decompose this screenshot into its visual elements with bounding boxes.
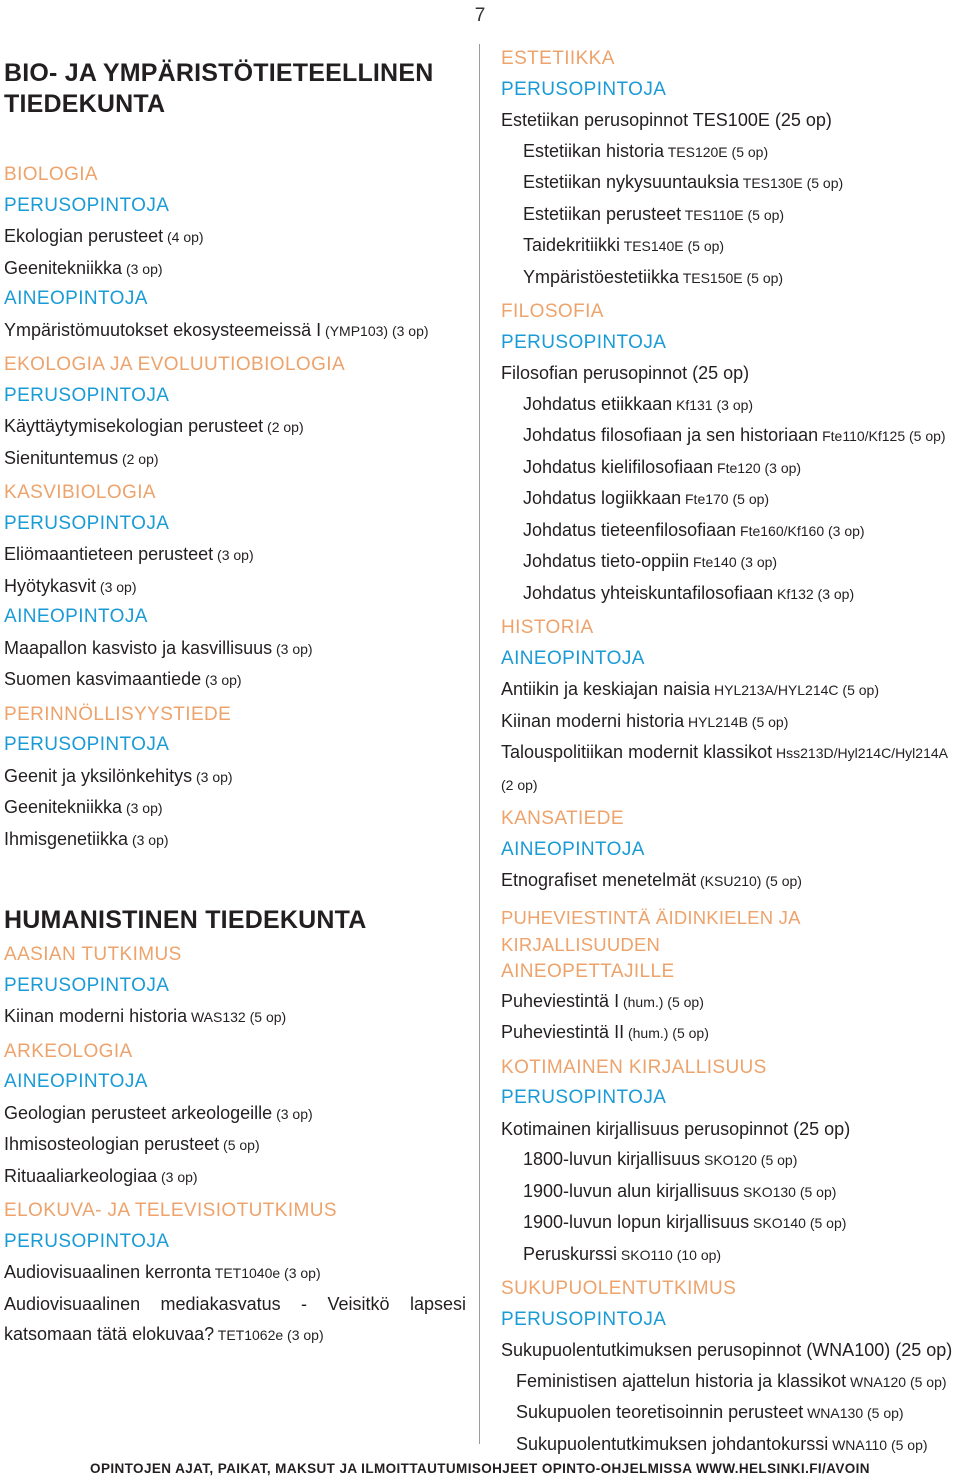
level-heading: PERUSOPINTOJA [501, 78, 667, 100]
course-name: Ympäristöestetiikka [523, 266, 680, 287]
level-heading: PERUSOPINTOJA [4, 384, 170, 406]
course-meta: WNA120 (5 op) [846, 1373, 947, 1390]
course-name: Suomen kasvimaantiede [4, 669, 202, 689]
module-title: Estetiikan perusopinnot TES100E (25 op) [501, 110, 832, 130]
course-name: Johdatus kielifilosofiaan [523, 456, 714, 477]
course-item [501, 167, 955, 199]
course-name: Johdatus tieteenfilosofiaan [523, 519, 737, 540]
level-heading: PERUSOPINTOJA [501, 1308, 667, 1330]
course-item [4, 1129, 466, 1161]
course-meta: SKO130 (5 op) [739, 1183, 837, 1200]
course-item [501, 1017, 955, 1049]
section-aasian-tutkimus [4, 940, 466, 1033]
section-elokuva [4, 1196, 466, 1351]
department-heading-continued: AINEOPETTAJILLE [501, 960, 675, 982]
course-name: 1900-luvun alun kirjallisuus [523, 1180, 740, 1201]
course-meta: (hum.) (5 op) [624, 1025, 709, 1041]
department-heading: KOTIMAINEN KIRJALLISUUS [501, 1056, 767, 1078]
department-heading: KASVIBIOLOGIA [4, 482, 156, 503]
course-meta: (3 op) [213, 547, 254, 563]
course-name: Puheviestintä I [501, 990, 620, 1011]
course-name: Eliömaantieteen perusteet [4, 544, 214, 564]
course-meta: (2 op) [118, 450, 159, 467]
course-name: Taidekritiikki [523, 235, 621, 255]
course-name: Estetiikan nykysuuntauksia [523, 172, 740, 192]
section-kotimainen-kirjallisuus [501, 1053, 955, 1271]
level-heading: PERUSOPINTOJA [4, 1230, 170, 1252]
course-item [4, 792, 466, 824]
course-item [4, 411, 466, 443]
level-heading: AINEOPINTOJA [4, 1071, 148, 1092]
course-meta: Fte110/Kf125 (5 op) [818, 428, 946, 444]
course-meta: TET1062e (3 op) [214, 1327, 324, 1343]
course-meta: HYL214B (5 op) [684, 713, 789, 730]
section-kasvibiologia [4, 478, 466, 696]
course-item [4, 1161, 466, 1193]
department-heading: ESTETIIKKA [501, 48, 615, 69]
course-item [4, 633, 466, 665]
course-name: Sienituntemus [4, 447, 119, 468]
department-heading: BIOLOGIA [4, 164, 99, 185]
course-item [501, 706, 955, 738]
course-item [501, 1397, 955, 1429]
course-name: Ekologian perusteet [4, 226, 164, 246]
course-meta: (3 op) [192, 768, 233, 785]
course-name: Antiikin ja keskiajan naisia [501, 679, 711, 699]
course-item [501, 1366, 955, 1398]
course-name: Audiovisuaalinen mediakasvatus - Veisitkö lapsesi katsomaan tätä elokuvaa? [4, 1293, 466, 1344]
course-meta: (2 op) [263, 419, 304, 435]
course-item [501, 230, 955, 262]
course-item [4, 571, 466, 603]
course-name: Johdatus tieto-oppiin [523, 551, 690, 571]
course-item [4, 1289, 466, 1351]
module-title: Filosofian perusopinnot (25 op) [501, 363, 750, 383]
course-item [4, 761, 466, 793]
department-heading: EKOLOGIA JA EVOLUUTIOBIOLOGIA [4, 354, 346, 375]
course-meta: SKO110 (10 op) [617, 1246, 722, 1263]
level-heading: AINEOPINTOJA [4, 606, 148, 627]
course-name: Geenitekniikka [4, 257, 123, 278]
course-meta: WAS132 (5 op) [187, 1009, 287, 1025]
course-item [501, 674, 955, 706]
course-name: Geenitekniikka [4, 797, 123, 817]
level-heading: AINEOPINTOJA [501, 838, 645, 860]
course-name: Sukupuolen teoretisoinnin perusteet [516, 1402, 804, 1422]
course-item [4, 1098, 466, 1130]
course-meta: (3 op) [96, 578, 137, 595]
level-heading: PERUSOPINTOJA [4, 734, 170, 755]
course-name: Geenit ja yksilönkehitys [4, 765, 193, 786]
course-meta: TET1040e (3 op) [211, 1265, 321, 1281]
course-meta: WNA110 (5 op) [828, 1436, 928, 1453]
course-name: Kiinan moderni historia [501, 710, 685, 731]
level-heading: PERUSOPINTOJA [4, 512, 170, 534]
course-item [501, 1176, 955, 1208]
faculty-heading-bio: BIO- JA YMPÄRISTÖTIETEELLINEN TIEDEKUNTA [4, 59, 434, 118]
footer-note: OPINTOJEN AJAT, PAIKAT, MAKSUT JA ILMOITTAUTUMISOHJEET OPINTO-OHJELMISSA WWW.HELSINKI.FI/AVOIN [90, 1461, 870, 1476]
module-title: Kotimainen kirjallisuus perusopinnot (25 op) [501, 1118, 851, 1139]
course-meta: (3 op) [201, 672, 242, 688]
course-name: Ihmisgenetiikka [4, 828, 129, 849]
course-item [501, 1239, 955, 1271]
course-item [4, 315, 466, 347]
section-sukupuolentutkimus [501, 1274, 955, 1460]
course-meta: WNA130 (5 op) [803, 1405, 904, 1421]
column-divider [479, 44, 480, 1444]
course-name: Sukupuolentutkimuksen johdantokurssi [516, 1433, 829, 1454]
department-heading: PERINNÖLLISYYSTIEDE [4, 703, 232, 725]
course-meta: Kf132 (3 op) [773, 585, 855, 602]
course-meta: (3 op) [272, 1105, 313, 1122]
section-ekologia [4, 350, 466, 474]
course-meta: Kf131 (3 op) [672, 396, 754, 413]
course-meta: (3 op) [157, 1168, 198, 1185]
department-heading: SUKUPUOLENTUTKIMUS [501, 1278, 737, 1299]
course-name: Johdatus etiikkaan [523, 393, 673, 414]
course-name: Johdatus yhteiskuntafilosofiaan [523, 582, 774, 603]
section-kansatiede [501, 804, 955, 897]
course-item [4, 1001, 466, 1033]
course-meta: Hss213D/Hyl214C/Hyl214A (2 op) [501, 745, 948, 793]
course-name: Geologian perusteet arkeologeille [4, 1102, 273, 1123]
section-historia [501, 613, 955, 800]
course-meta: SKO120 (5 op) [700, 1152, 798, 1168]
course-name: Feministisen ajattelun historia ja klassikot [516, 1370, 847, 1391]
course-name: Ympäristömuutokset ekosysteemeissä I [4, 319, 322, 340]
course-item [501, 986, 955, 1018]
course-name: Peruskurssi [523, 1243, 618, 1264]
section-arkeologia [4, 1037, 466, 1193]
course-meta: SKO140 (5 op) [749, 1215, 847, 1231]
course-item [501, 136, 955, 168]
department-heading: PUHEVIESTINTÄ ÄIDINKIELEN JA KIRJALLISUUDEN [501, 906, 800, 955]
section-biologia [4, 160, 466, 346]
course-meta: (YMP103) (3 op) [321, 322, 429, 339]
level-heading: AINEOPINTOJA [4, 288, 148, 309]
level-heading: PERUSOPINTOJA [501, 1087, 667, 1108]
course-name: 1800-luvun kirjallisuus [523, 1149, 701, 1169]
course-item [501, 1207, 955, 1239]
section-perinnollisyystiede [4, 700, 466, 856]
course-item [4, 253, 466, 285]
course-meta: TES110E (5 op) [681, 206, 785, 223]
left-column [4, 44, 466, 1351]
course-meta: (5 op) [219, 1137, 260, 1153]
course-name: Johdatus logiikkaan [523, 488, 682, 508]
course-item [501, 199, 955, 231]
course-meta: Fte140 (3 op) [689, 554, 778, 570]
department-heading: HISTORIA [501, 617, 594, 638]
module-title: Sukupuolentutkimuksen perusopinnot (WNA100) (25 op) [501, 1340, 953, 1360]
course-item [501, 1144, 955, 1176]
course-meta: Fte120 (3 op) [713, 459, 802, 476]
course-item [4, 443, 466, 475]
course-meta: TES130E (5 op) [739, 175, 844, 191]
course-meta: (4 op) [163, 229, 204, 245]
course-item [501, 262, 955, 294]
course-item [501, 737, 955, 800]
department-heading: AASIAN TUTKIMUS [4, 944, 182, 965]
course-meta: (hum.) (5 op) [619, 993, 704, 1010]
course-name: Audiovisuaalinen kerronta [4, 1262, 212, 1282]
department-heading: ARKEOLOGIA [4, 1040, 133, 1062]
course-item [4, 539, 466, 571]
course-item [501, 1429, 955, 1461]
course-name: Hyötykasvit [4, 575, 97, 596]
course-item [501, 389, 955, 421]
course-name: Rituaaliarkeologiaa [4, 1165, 158, 1186]
course-meta: Fte160/Kf160 (3 op) [736, 522, 865, 539]
section-puheviestinta [501, 901, 955, 1049]
course-name: Estetiikan historia [523, 140, 665, 161]
department-heading: FILOSOFIA [501, 301, 604, 322]
course-name: Maapallon kasvisto ja kasvillisuus [4, 637, 273, 658]
course-name: Puheviestintä II [501, 1022, 625, 1042]
course-meta: TES120E (5 op) [664, 143, 769, 160]
course-name: Ihmisosteologian perusteet [4, 1134, 220, 1154]
section-estetiikka [501, 44, 955, 293]
course-meta: HYL213A/HYL214C (5 op) [710, 682, 879, 698]
level-heading: PERUSOPINTOJA [4, 194, 170, 216]
course-meta: (3 op) [122, 800, 163, 816]
course-meta: (KSU210) (5 op) [696, 873, 802, 889]
course-name: Estetiikan perusteet [523, 203, 682, 224]
right-column [501, 44, 955, 1460]
course-item [501, 452, 955, 484]
course-item [501, 483, 955, 515]
course-item [4, 1257, 466, 1289]
course-name: Kiinan moderni historia [4, 1006, 188, 1026]
department-heading: KANSATIEDE [501, 808, 624, 829]
course-item [501, 420, 955, 452]
course-name: Käyttäytymisekologian perusteet [4, 416, 264, 436]
course-meta: (3 op) [272, 640, 313, 657]
level-heading: PERUSOPINTOJA [4, 974, 170, 996]
course-item [501, 515, 955, 547]
course-meta: TES150E (5 op) [679, 269, 784, 286]
course-meta: Fte170 (5 op) [681, 491, 770, 507]
course-name: 1900-luvun lopun kirjallisuus [523, 1212, 750, 1232]
faculty-heading-humanistinen: HUMANISTINEN TIEDEKUNTA [4, 906, 367, 934]
course-item [4, 824, 466, 856]
page-number: 7 [474, 5, 486, 26]
course-item [501, 546, 955, 578]
level-heading: PERUSOPINTOJA [501, 331, 667, 353]
course-name: Talouspolitiikan modernit klassikot [501, 742, 773, 762]
course-meta: (3 op) [122, 260, 163, 277]
course-name: Johdatus filosofiaan ja sen historiaan [523, 425, 819, 445]
section-filosofia [501, 297, 955, 609]
department-heading: ELOKUVA- JA TELEVISIOTUTKIMUS [4, 1200, 337, 1221]
course-meta: (3 op) [128, 831, 169, 848]
course-meta: TES140E (5 op) [620, 238, 725, 254]
course-item [4, 221, 466, 253]
course-item [501, 578, 955, 610]
course-name: Etnografiset menetelmät [501, 870, 697, 890]
course-item [501, 865, 955, 897]
course-item [4, 664, 466, 696]
level-heading: AINEOPINTOJA [501, 647, 645, 669]
